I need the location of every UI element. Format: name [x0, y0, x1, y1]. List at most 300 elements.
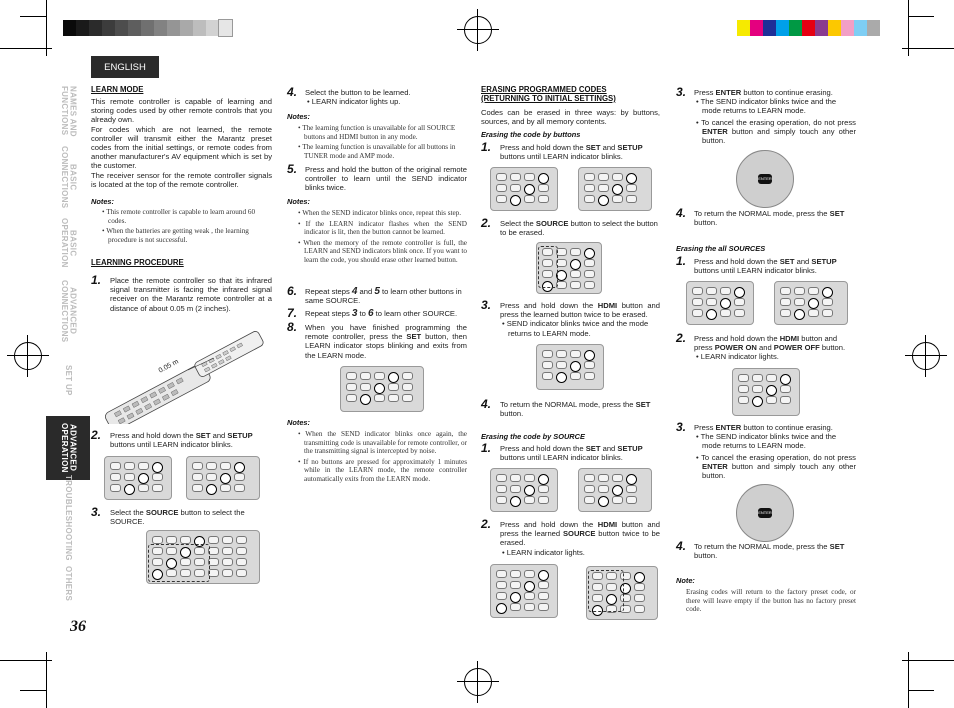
- remote-button-icon: [222, 558, 233, 566]
- remote-button-icon: [180, 536, 191, 544]
- cursor-dial-illustration: ENTER: [736, 150, 794, 208]
- remote-button-icon: [524, 581, 535, 592]
- color-swatch: [76, 20, 89, 36]
- notes-label: Notes:: [287, 197, 310, 206]
- remote-keypad-illustration: [104, 456, 172, 500]
- remote-button-icon: [570, 350, 581, 358]
- color-swatch: [167, 20, 180, 36]
- step-number: 4.: [676, 206, 687, 220]
- remote-button-icon: [510, 603, 521, 611]
- remote-button-icon: [634, 572, 645, 583]
- color-swatch: [102, 20, 115, 36]
- cursor-dial-illustration: ENTER: [736, 484, 794, 542]
- remote-button-icon: [360, 383, 371, 391]
- remote-button-icon: [152, 484, 163, 492]
- remote-button-icon: [496, 581, 507, 589]
- remote-button-icon: [496, 195, 507, 203]
- remote-button-icon: [496, 184, 507, 192]
- remote-button-icon: [346, 372, 357, 380]
- remote-button-icon: [720, 298, 731, 309]
- remote-button-icon: [766, 396, 777, 404]
- erase-step4-text: To return the NORMAL mode, press the SET button.: [500, 400, 651, 419]
- remote-button-icon: [166, 536, 177, 544]
- remote-button-icon: [612, 485, 623, 496]
- color-calibration-bar-gray: [63, 20, 232, 36]
- remote-button-icon: [734, 298, 745, 306]
- remote-control-illustration: [96, 318, 272, 424]
- remote-button-icon: [584, 270, 595, 278]
- remote-button-icon: [598, 195, 609, 206]
- remote-button-icon: [584, 259, 595, 267]
- remote-button-icon: [220, 484, 231, 492]
- remote-button-icon: [634, 594, 645, 602]
- color-swatch: [815, 20, 828, 36]
- remote-button-icon: [236, 547, 247, 555]
- notes-label: Notes:: [287, 418, 310, 427]
- remote-button-icon: [236, 536, 247, 544]
- section-tab-label: TROUBLESHOOTING: [64, 475, 74, 561]
- remote-button-icon: [496, 485, 507, 493]
- step-number: 2.: [481, 517, 492, 531]
- remote-button-icon: [208, 536, 219, 544]
- remote-button-icon: [152, 536, 163, 544]
- step-number: 4.: [676, 539, 687, 553]
- remote-button-icon: [598, 184, 609, 192]
- remote-button-icon: [720, 287, 731, 295]
- remote-button-icon: [192, 473, 203, 481]
- color-swatch: [89, 20, 102, 36]
- remote-button-icon: [538, 603, 549, 611]
- remote-button-icon: [220, 462, 231, 470]
- remote-button-icon: [234, 484, 245, 492]
- color-swatch: [206, 20, 219, 36]
- remote-button-icon: [738, 385, 749, 393]
- erase-source-step2-text: Press and hold down the HDMI button and press the learned SOURCE button twice to be erased. • LEARN indicator lights.: [500, 520, 660, 557]
- erasing-heading: ERASING PROGRAMMED CODES (RETURNING TO INITIAL SETTINGS): [481, 85, 616, 103]
- remote-button-icon: [808, 287, 819, 295]
- language-label: ENGLISH: [91, 56, 159, 78]
- remote-button-icon: [496, 592, 507, 600]
- remote-button-icon: [510, 195, 521, 206]
- section-tab[interactable]: [46, 146, 90, 208]
- remote-button-icon: [626, 195, 637, 203]
- remote-button-icon: [584, 281, 595, 289]
- remote-button-icon: [222, 569, 233, 577]
- learn-notes-list: [100, 208, 272, 246]
- note-text: Erasing codes will return to the factory preset code, or there will leave empty if the button has no factory preset code.: [686, 588, 856, 614]
- erase-all-step3-text: Press ENTER button to continue erasing. • The SEND indicator blinks twice and the mode returns to LEARN mode. • To cancel the erasing operation, do not press ENTER button and simply touch any other button.: [694, 423, 856, 481]
- remote-button-icon: [524, 603, 535, 611]
- erase-step4-return-text: To return the NORMAL mode, press the SET button.: [694, 209, 845, 228]
- color-calibration-bar-color: [737, 20, 880, 36]
- remote-button-icon: [822, 298, 833, 306]
- remote-button-icon: [388, 394, 399, 402]
- remote-button-icon: [612, 173, 623, 181]
- remote-button-icon: [780, 298, 791, 306]
- remote-button-icon: [510, 173, 521, 181]
- remote-button-icon: [780, 385, 791, 393]
- registration-mark-right: [912, 342, 940, 370]
- note-item: • This remote controller is capable to learn around 60 codes.: [102, 208, 256, 225]
- remote-button-icon: [222, 547, 233, 555]
- step-number: 2.: [481, 216, 492, 230]
- remote-button-icon: [766, 374, 777, 382]
- color-swatch: [789, 20, 802, 36]
- section-tab-label: BASIC OPERATION: [60, 218, 78, 268]
- color-swatch: [154, 20, 167, 36]
- erase-by-source-subheading: Erasing the code by SOURCE: [481, 432, 585, 441]
- registration-mark-left: [14, 342, 42, 370]
- remote-button-icon: [388, 383, 399, 391]
- remote-button-icon: [496, 173, 507, 181]
- remote-button-icon: [538, 496, 549, 504]
- remote-button-icon: [612, 474, 623, 482]
- step-number: 5.: [287, 162, 298, 176]
- step-number: 6.: [287, 284, 298, 298]
- remote-button-icon: [496, 496, 507, 504]
- remote-button-icon: [794, 298, 805, 306]
- remote-button-icon: [110, 473, 121, 481]
- step-number: 3.: [676, 420, 687, 434]
- erasing-intro: Codes can be erased in three ways: by buttons, sources, and by all memory contents.: [481, 108, 660, 127]
- remote-button-icon: [584, 248, 595, 259]
- remote-button-icon: [206, 484, 217, 495]
- remote-button-icon: [542, 372, 553, 380]
- remote-button-icon: [598, 173, 609, 181]
- remote-button-icon: [570, 372, 581, 380]
- color-swatch: [737, 20, 750, 36]
- remote-button-icon: [138, 484, 149, 492]
- remote-button-icon: [734, 287, 745, 298]
- step5-notes-list: • When the SEND indicator blinks once, repeat this step. • If the LEARN indicator flashes when the SEND indicator is lit, then the button cannot be learned. • When the memory of the remote controller is full, the LEARN and SEND indicators blink once. If you want to learn the code, you should erase other learned button.: [298, 209, 467, 264]
- section-tab-label: OTHERS: [64, 566, 74, 602]
- remote-button-icon: [346, 394, 357, 402]
- color-swatch: [193, 20, 206, 36]
- step-number: 4.: [287, 85, 298, 99]
- section-tab[interactable]: [46, 80, 90, 142]
- step-number: 2.: [676, 331, 687, 345]
- remote-button-icon: [374, 394, 385, 402]
- remote-button-icon: [626, 474, 637, 485]
- remote-button-icon: [692, 298, 703, 306]
- registration-mark-top: [464, 16, 492, 44]
- remote-button-icon: [110, 484, 121, 492]
- section-tab[interactable]: [46, 212, 90, 274]
- remote-button-icon: [538, 592, 549, 600]
- remote-button-icon: [584, 485, 595, 493]
- erase-all-step1-text: Press and hold down the SET and SETUP buttons until LEARN indicator blinks.: [694, 257, 837, 276]
- remote-button-icon: [752, 374, 763, 382]
- color-swatch: [128, 20, 141, 36]
- remote-button-icon: [538, 195, 549, 203]
- highlight-box: [538, 246, 558, 288]
- remote-button-icon: [808, 309, 819, 317]
- highlight-box: [148, 544, 210, 582]
- color-swatch: [867, 20, 880, 36]
- remote-button-icon: [510, 570, 521, 578]
- erase-step3-text: Press and hold down the HDMI button and press the learned button twice to be erased. • SEND indicator blinks twice and the mode returns to LEARN mode.: [500, 301, 660, 338]
- remote-keypad-illustration: [578, 167, 652, 211]
- remote-button-icon: [538, 184, 549, 192]
- color-swatch: [180, 20, 193, 36]
- erase-by-buttons-subheading: Erasing the code by buttons: [481, 130, 581, 139]
- remote-button-icon: [752, 396, 763, 407]
- remote-button-icon: [538, 173, 549, 184]
- remote-button-icon: [388, 372, 399, 383]
- learn-mode-paragraph: [91, 97, 272, 189]
- remote-button-icon: [626, 184, 637, 192]
- remote-button-icon: [584, 361, 595, 369]
- remote-button-icon: [524, 485, 535, 496]
- section-tab-label: BASIC CONNECTIONS: [60, 145, 78, 209]
- step5-text: Press and hold the button of the original remote controller to learn until the SEND indicator blinks twice.: [305, 165, 467, 193]
- remote-button-icon: [206, 473, 217, 481]
- remote-button-icon: [794, 309, 805, 320]
- remote-button-icon: [556, 361, 567, 369]
- color-swatch: [141, 20, 154, 36]
- remote-keypad-illustration: [578, 468, 652, 512]
- remote-button-icon: [524, 570, 535, 578]
- remote-button-icon: [556, 350, 567, 358]
- remote-button-icon: [752, 385, 763, 393]
- remote-button-icon: [738, 396, 749, 404]
- notes-label: Notes:: [287, 112, 310, 121]
- step4-text: Select the button to be learned. • LEARN indicator lights up.: [305, 88, 411, 107]
- remote-button-icon: [496, 474, 507, 482]
- remote-button-icon: [206, 462, 217, 470]
- section-tab-label: SET UP: [64, 364, 74, 396]
- erase-all-step2-text: Press and hold down the HDMI button and press POWER ON and POWER OFF button. • LEARN indicator lights.: [694, 334, 846, 362]
- remote-button-icon: [706, 298, 717, 306]
- page-number: 36: [70, 618, 86, 635]
- remote-button-icon: [598, 474, 609, 482]
- step6-text: Repeat steps 4 and 5 to learn other buttons in same SOURCE.: [305, 286, 462, 306]
- step2-text: Press and hold down the SET and SETUP buttons until LEARN indicator blinks.: [110, 431, 253, 450]
- remote-button-icon: [556, 372, 567, 383]
- learn-mode-p2: For codes which are not learned, the remote controller will transmit either the Marantz preset codes from the initial settings, or remote codes from another manufacturer's AV equipment which is set by the customer.: [91, 124, 272, 171]
- remote-button-icon: [222, 536, 233, 544]
- remote-button-icon: [570, 281, 581, 289]
- remote-button-icon: [510, 184, 521, 192]
- step-number: 1.: [481, 441, 492, 455]
- remote-button-icon: [496, 603, 507, 614]
- step3-text: Select the SOURCE button to select the SOURCE.: [110, 508, 245, 527]
- remote-button-icon: [706, 287, 717, 295]
- remote-button-icon: [692, 287, 703, 295]
- remote-button-icon: [124, 484, 135, 495]
- step-number: 1.: [676, 254, 687, 268]
- remote-keypad-illustration: [536, 344, 604, 390]
- remote-button-icon: [138, 473, 149, 484]
- remote-button-icon: [598, 496, 609, 507]
- distance-label: 0.05 m: [157, 358, 180, 375]
- remote-button-icon: [510, 496, 521, 507]
- step-number: 3.: [676, 85, 687, 99]
- color-swatch: [828, 20, 841, 36]
- remote-button-icon: [538, 485, 549, 493]
- remote-button-icon: [584, 184, 595, 192]
- remote-button-icon: [346, 383, 357, 391]
- erase-all-sources-subheading: Erasing the all SOURCES: [676, 244, 766, 253]
- step8-notes-list: • When the SEND indicator blinks once again, the transmitting code is unavailable for remote controller, or the transmitting signal is intercepted by noise. • If no buttons are pressed for approximately 1 minutes while in the LEARN mode, the remote controller automatically exits from the LEARN mode.: [298, 430, 468, 483]
- remote-button-icon: [524, 592, 535, 600]
- remote-button-icon: [570, 270, 581, 278]
- section-tab[interactable]: [46, 278, 90, 344]
- step-number: 4.: [481, 397, 492, 411]
- remote-button-icon: [402, 394, 413, 402]
- remote-button-icon: [236, 569, 247, 577]
- erase-source-step1-text: Press and hold down the SET and SETUP buttons until LEARN indicator blinks.: [500, 444, 643, 463]
- remote-button-icon: [584, 496, 595, 504]
- remote-button-icon: [570, 259, 581, 270]
- remote-button-icon: [626, 173, 637, 184]
- step-number: 3.: [481, 298, 492, 312]
- note-item: • When the batteries are getting weak , the learning procedure is not successful.: [102, 227, 249, 244]
- remote-button-icon: [626, 496, 637, 504]
- highlight-box: [588, 570, 624, 612]
- remote-button-icon: [124, 462, 135, 470]
- remote-button-icon: [734, 309, 745, 317]
- remote-button-icon: [192, 462, 203, 470]
- step-number: 1.: [481, 140, 492, 154]
- remote-button-icon: [374, 383, 385, 394]
- section-tab[interactable]: [46, 348, 90, 412]
- remote-button-icon: [612, 184, 623, 195]
- color-swatch: [63, 20, 76, 36]
- remote-button-icon: [542, 350, 553, 358]
- remote-button-icon: [634, 583, 645, 591]
- remote-button-icon: [524, 195, 535, 203]
- step1-text: Place the remote controller so that its infrared signal transmitter is facing the infrared signal receiver on the Marantz remote controller at a distance of about 0.05 m (2 inches).: [110, 276, 272, 313]
- color-swatch: [750, 20, 763, 36]
- remote-button-icon: [152, 462, 163, 473]
- remote-keypad-illustration: [490, 564, 558, 618]
- remote-button-icon: [692, 309, 703, 317]
- remote-button-icon: [402, 383, 413, 391]
- color-swatch: [115, 20, 128, 36]
- step4-notes-list: • The learning function is unavailable for all SOURCE buttons and HDMI button in any mode. • The learning function is unavailable for all buttons in TUNER mode and AMP mode.: [298, 124, 456, 160]
- remote-button-icon: [706, 309, 717, 320]
- remote-button-icon: [124, 473, 135, 481]
- remote-button-icon: [538, 474, 549, 485]
- color-swatch: [841, 20, 854, 36]
- remote-button-icon: [510, 474, 521, 482]
- learning-procedure-heading: LEARNING PROCEDURE: [91, 258, 184, 267]
- remote-button-icon: [538, 581, 549, 589]
- remote-button-icon: [780, 374, 791, 385]
- remote-button-icon: [612, 496, 623, 504]
- erase-step1-text: Press and hold down the SET and SETUP buttons until LEARN indicator blinks.: [500, 143, 643, 162]
- section-tab[interactable]: [46, 475, 90, 561]
- step-number: 7.: [287, 306, 298, 320]
- remote-button-icon: [402, 372, 413, 380]
- remote-button-icon: [626, 485, 637, 493]
- remote-button-icon: [138, 462, 149, 470]
- remote-button-icon: [510, 581, 521, 589]
- remote-button-icon: [794, 287, 805, 295]
- color-swatch: [854, 20, 867, 36]
- erase-step2-text: Select the SOURCE button to select the button to be erased.: [500, 219, 658, 238]
- remote-button-icon: [496, 570, 507, 578]
- registration-mark-bottom: [464, 668, 492, 696]
- remote-button-icon: [584, 474, 595, 482]
- remote-button-icon: [524, 184, 535, 195]
- remote-keypad-illustration: [340, 366, 424, 412]
- remote-button-icon: [524, 496, 535, 504]
- step-number: 8.: [287, 320, 298, 334]
- remote-button-icon: [584, 195, 595, 203]
- remote-button-icon: [634, 605, 645, 613]
- color-swatch: [763, 20, 776, 36]
- note-label: Note:: [676, 576, 695, 585]
- step-number: 2.: [91, 428, 102, 442]
- color-swatch: [802, 20, 815, 36]
- remote-button-icon: [524, 173, 535, 181]
- remote-button-icon: [220, 473, 231, 484]
- notes-label: Notes:: [91, 197, 114, 206]
- remote-keypad-illustration: [732, 368, 800, 416]
- step-number: 1.: [91, 273, 102, 287]
- remote-button-icon: [510, 592, 521, 603]
- remote-keypad-illustration: [686, 281, 754, 325]
- step7-text: Repeat steps 3 to 6 to learn other SOURCE.: [305, 308, 458, 319]
- remote-button-icon: [234, 473, 245, 481]
- step-number: 3.: [91, 505, 102, 519]
- remote-button-icon: [374, 372, 385, 380]
- remote-button-icon: [152, 473, 163, 481]
- remote-button-icon: [598, 485, 609, 493]
- remote-button-icon: [780, 309, 791, 317]
- section-tab-label: ADVANCED OPERATION: [60, 423, 78, 473]
- step8-text: When you have finished programming the remote controller, press the SET button, then LEARN indicator stops blinking and exits from the LEARN mode.: [305, 323, 467, 360]
- remote-button-icon: [584, 350, 595, 361]
- remote-button-icon: [234, 462, 245, 473]
- color-swatch: [219, 20, 232, 36]
- remote-button-icon: [360, 394, 371, 405]
- remote-keypad-illustration: [490, 167, 558, 211]
- section-tab-label: NAMES AND FUNCTIONS: [60, 85, 78, 137]
- remote-button-icon: [110, 462, 121, 470]
- remote-button-icon: [780, 396, 791, 404]
- remote-keypad-illustration: [774, 281, 848, 325]
- remote-button-icon: [822, 287, 833, 298]
- remote-button-icon: [808, 298, 819, 309]
- remote-button-icon: [236, 558, 247, 566]
- color-swatch: [776, 20, 789, 36]
- section-tab-label: ADVANCED CONNECTIONS: [60, 279, 78, 343]
- remote-button-icon: [524, 474, 535, 482]
- remote-keypad-illustration: [490, 468, 558, 512]
- remote-button-icon: [766, 385, 777, 396]
- erase-step3-continue-text: Press ENTER button to continue erasing. • The SEND indicator blinks twice and the mode returns to LEARN mode. • To cancel the erasing operation, do not press ENTER button and simply touch any other button.: [694, 88, 856, 146]
- learn-mode-p1: This remote controller is capable of learning and storing codes used by other remote controls that you already own.: [91, 97, 272, 125]
- remote-button-icon: [738, 374, 749, 382]
- remote-button-icon: [584, 372, 595, 380]
- section-tab[interactable]: [46, 556, 90, 612]
- remote-button-icon: [720, 309, 731, 317]
- section-tab[interactable]: [46, 416, 90, 480]
- remote-keypad-illustration: [186, 456, 260, 500]
- learn-mode-p3: The receiver sensor for the remote controller signals is located at the top of the remote controller.: [91, 170, 272, 189]
- remote-button-icon: [360, 372, 371, 380]
- remote-button-icon: [192, 484, 203, 492]
- remote-button-icon: [780, 287, 791, 295]
- remote-button-icon: [542, 361, 553, 369]
- erase-all-step4-text: To return the NORMAL mode, press the SET button.: [694, 542, 845, 561]
- remote-button-icon: [570, 361, 581, 372]
- remote-button-icon: [612, 195, 623, 203]
- remote-button-icon: [822, 309, 833, 317]
